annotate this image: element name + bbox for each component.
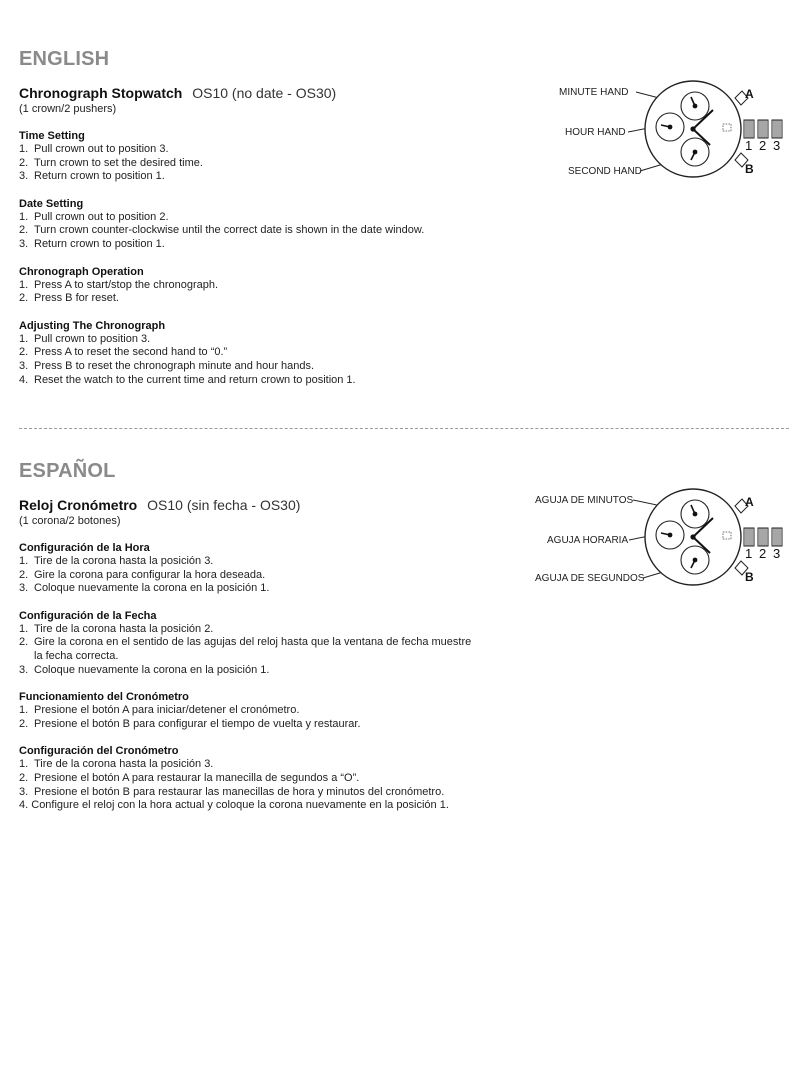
list-item: 1. Tire de la corona hasta la posición 3. [19,555,214,567]
block-heading: Date Setting [19,197,84,210]
position-1: 1 [745,138,753,153]
espanol-config-cronometro [19,744,789,812]
english-date-setting [19,197,789,252]
position-2: 2 [759,546,767,561]
list-item: 1. Tire de la corona hasta la posición 3. [19,758,214,771]
position-3: 3 [773,138,781,153]
hour-hand-label: HOUR HAND [565,127,626,138]
espanol-title: Reloj Cronómetro [19,497,138,513]
position-3: 3 [773,546,781,561]
pusher-b-label: B [745,162,754,176]
espanol-funcionamiento [19,690,789,731]
list-item: 3. Presione el botón B para restaurar las manecillas de hora y minutos del cronómetro. [19,785,445,798]
position-2: 2 [759,138,767,153]
list-item: 1. Pull crown to position 3. [19,332,151,345]
english-model: OS10 (no date - OS30) [192,85,337,101]
block-heading: Adjusting The Chronograph [19,319,166,332]
list-item: 2. Presione el botón B para configurar el tiempo de vuelta y restaurar. [19,717,361,730]
block-heading: Configuración del Cronómetro [19,745,179,758]
list-item: 4. Configure el reloj con la hora actual y coloque la corona nuevamente en la posición 1. [19,799,449,812]
list-item: 2. Turn crown to set the desired time. [19,156,203,169]
list-item: 2. Press B for reset. [19,292,119,305]
block-heading: Configuración de la Hora [19,542,150,554]
english-heading: ENGLISH [19,48,110,70]
english-title: Chronograph Stopwatch [19,85,183,101]
crown [744,528,782,546]
second-hand-label: SECOND HAND [568,166,642,177]
espanol-watch-diagram [530,484,790,594]
list-item: 2. Gire la corona para configurar la hora deseada. [19,568,266,581]
block-heading: Chronograph Operation [19,265,144,278]
english-subtitle: (1 crown/2 pushers) [19,103,117,115]
list-item: 2. Gire la corona en el sentido de las agujas del reloj hasta que la ventana de fecha muestre la fecha correcta. [19,636,472,662]
list-item: 3. Return crown to position 1. [19,237,165,250]
list-item: 1. Pull crown out to position 2. [19,210,169,223]
english-chronograph-operation [19,265,789,306]
list-item: 2. Turn crown counter-clockwise until the correct date is shown in the date window. [19,224,425,237]
pusher-a-label: A [745,87,754,101]
list-item: 3. Coloque nuevamente la corona en la posición 1. [19,582,270,595]
list-item: 1. Presione el botón A para iniciar/detener el cronómetro. [19,704,300,717]
minute-hand-label: AGUJA DE MINUTOS [535,495,634,506]
espanol-heading: ESPAÑOL [19,460,116,482]
list-item: 2. Press A to reset the second hand to “0.” [19,346,228,359]
position-1: 1 [745,546,753,561]
list-item: 1. Press A to start/stop the chronograph. [19,278,219,291]
list-item: 3. Press B to reset the chronograph minute and hour hands. [19,359,315,372]
list-item: 1. Tire de la corona hasta la posición 2. [19,622,214,635]
pusher-a-label: A [745,495,754,509]
espanol-model: OS10 (sin fecha - OS30) [147,497,301,513]
block-heading: Time Setting [19,130,85,142]
hour-hand-label: AGUJA HORARIA [547,535,629,546]
block-heading: Funcionamiento del Cronómetro [19,691,189,704]
list-item: 3. Return crown to position 1. [19,170,165,183]
section-divider [19,428,789,429]
list-item: 1. Pull crown out to position 3. [19,143,169,155]
minute-hand-label: MINUTE HAND [559,87,629,98]
list-item: 2. Presione el botón A para restaurar la manecilla de segundos a “O”. [19,771,360,784]
english-watch-diagram [550,78,790,182]
list-item: 4. Reset the watch to the current time and return crown to position 1. [19,373,356,386]
pusher-b-label: B [745,570,754,584]
second-hand-label: AGUJA DE SEGUNDOS [535,573,645,584]
list-item: 3. Coloque nuevamente la corona en la posición 1. [19,663,270,676]
crown [744,120,782,138]
english-adjusting-chronograph [19,319,789,387]
block-heading: Configuración de la Fecha [19,609,157,622]
espanol-subtitle: (1 corona/2 botones) [19,515,121,527]
espanol-config-fecha [19,609,789,677]
